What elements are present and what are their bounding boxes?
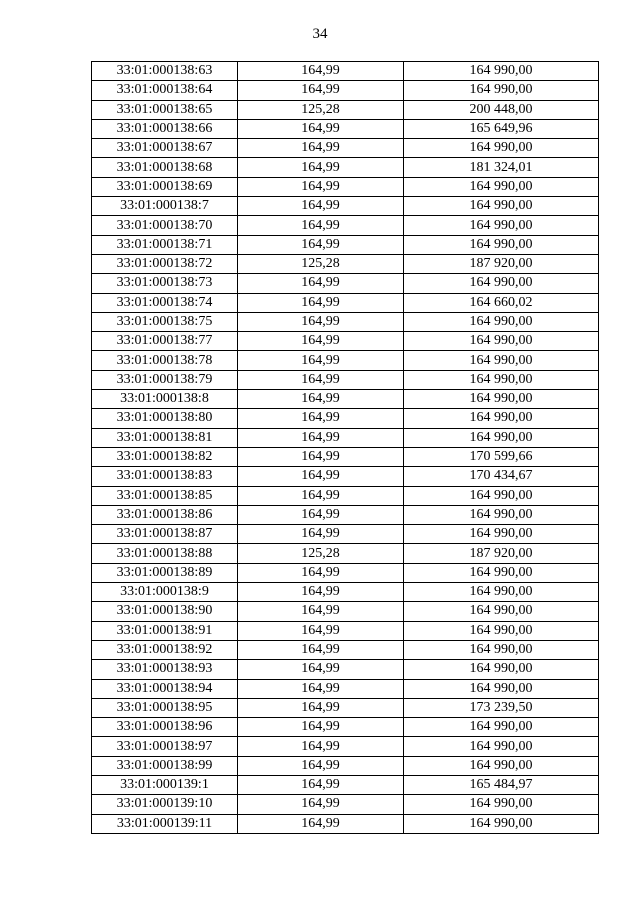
- area-cell: 164,99: [238, 428, 404, 447]
- cadastral-number-cell: 33:01:000138:94: [92, 679, 238, 698]
- area-cell: 164,99: [238, 583, 404, 602]
- table-row: [92, 351, 599, 370]
- table-row: [92, 293, 599, 312]
- cadastral-number-cell: 33:01:000138:85: [92, 486, 238, 505]
- cadastral-number-cell: 33:01:000138:77: [92, 332, 238, 351]
- cadastral-number-cell: 33:01:000138:86: [92, 505, 238, 524]
- area-cell: 164,99: [238, 447, 404, 466]
- value-cell: 170 599,66: [404, 447, 599, 466]
- area-cell: 164,99: [238, 679, 404, 698]
- table-row: [92, 756, 599, 775]
- area-cell: 164,99: [238, 197, 404, 216]
- cadastral-number-cell: 33:01:000138:66: [92, 119, 238, 138]
- value-cell: 164 990,00: [404, 660, 599, 679]
- data-table: [91, 61, 599, 834]
- table-row: [92, 390, 599, 409]
- area-cell: 164,99: [238, 756, 404, 775]
- cadastral-number-cell: 33:01:000138:80: [92, 409, 238, 428]
- area-cell: 164,99: [238, 62, 404, 81]
- table-row: [92, 563, 599, 582]
- cadastral-number-cell: 33:01:000138:78: [92, 351, 238, 370]
- value-cell: 164 990,00: [404, 814, 599, 833]
- value-cell: 165 649,96: [404, 119, 599, 138]
- value-cell: 164 990,00: [404, 197, 599, 216]
- value-cell: 200 448,00: [404, 100, 599, 119]
- table-row: [92, 158, 599, 177]
- table-row: [92, 119, 599, 138]
- area-cell: 164,99: [238, 119, 404, 138]
- value-cell: 164 990,00: [404, 274, 599, 293]
- table-row: [92, 312, 599, 331]
- cadastral-number-cell: 33:01:000138:69: [92, 177, 238, 196]
- table-row: [92, 679, 599, 698]
- table-row: [92, 467, 599, 486]
- area-cell: 164,99: [238, 274, 404, 293]
- cadastral-number-cell: 33:01:000138:64: [92, 81, 238, 100]
- value-cell: 164 990,00: [404, 332, 599, 351]
- area-cell: 164,99: [238, 814, 404, 833]
- area-cell: 164,99: [238, 332, 404, 351]
- cadastral-number-cell: 33:01:000138:99: [92, 756, 238, 775]
- cadastral-number-cell: 33:01:000138:82: [92, 447, 238, 466]
- area-cell: 164,99: [238, 390, 404, 409]
- area-cell: 164,99: [238, 351, 404, 370]
- cadastral-number-cell: 33:01:000138:97: [92, 737, 238, 756]
- area-cell: 164,99: [238, 795, 404, 814]
- table-row: [92, 254, 599, 273]
- table-row: [92, 177, 599, 196]
- cadastral-number-cell: 33:01:000138:74: [92, 293, 238, 312]
- table-row: [92, 505, 599, 524]
- table-row: [92, 583, 599, 602]
- cadastral-number-cell: 33:01:000139:11: [92, 814, 238, 833]
- value-cell: 170 434,67: [404, 467, 599, 486]
- cadastral-number-cell: 33:01:000138:75: [92, 312, 238, 331]
- cadastral-number-cell: 33:01:000138:9: [92, 583, 238, 602]
- value-cell: 164 990,00: [404, 235, 599, 254]
- cadastral-number-cell: 33:01:000139:1: [92, 775, 238, 794]
- table-row: [92, 100, 599, 119]
- cadastral-number-cell: 33:01:000138:79: [92, 370, 238, 389]
- area-cell: 164,99: [238, 602, 404, 621]
- area-cell: 164,99: [238, 216, 404, 235]
- table-row: [92, 795, 599, 814]
- table-row: [92, 737, 599, 756]
- table-body: [92, 62, 599, 834]
- area-cell: 164,99: [238, 370, 404, 389]
- value-cell: 164 990,00: [404, 563, 599, 582]
- area-cell: 125,28: [238, 100, 404, 119]
- value-cell: 164 660,02: [404, 293, 599, 312]
- table-row: [92, 81, 599, 100]
- area-cell: 164,99: [238, 698, 404, 717]
- value-cell: 164 990,00: [404, 81, 599, 100]
- cadastral-number-cell: 33:01:000138:70: [92, 216, 238, 235]
- area-cell: 164,99: [238, 235, 404, 254]
- table-row: [92, 62, 599, 81]
- cadastral-number-cell: 33:01:000138:65: [92, 100, 238, 119]
- value-cell: 165 484,97: [404, 775, 599, 794]
- table-row: [92, 409, 599, 428]
- cadastral-number-cell: 33:01:000138:8: [92, 390, 238, 409]
- table-row: [92, 602, 599, 621]
- value-cell: 181 324,01: [404, 158, 599, 177]
- table-row: [92, 447, 599, 466]
- table-row: [92, 698, 599, 717]
- table-row: [92, 660, 599, 679]
- cadastral-number-cell: 33:01:000138:83: [92, 467, 238, 486]
- area-cell: 164,99: [238, 158, 404, 177]
- value-cell: 164 990,00: [404, 621, 599, 640]
- area-cell: 164,99: [238, 525, 404, 544]
- value-cell: 164 990,00: [404, 139, 599, 158]
- area-cell: 164,99: [238, 640, 404, 659]
- area-cell: 164,99: [238, 660, 404, 679]
- area-cell: 164,99: [238, 139, 404, 158]
- table-row: [92, 718, 599, 737]
- value-cell: 187 920,00: [404, 544, 599, 563]
- value-cell: 164 990,00: [404, 679, 599, 698]
- table-row: [92, 621, 599, 640]
- area-cell: 164,99: [238, 505, 404, 524]
- cadastral-number-cell: 33:01:000138:95: [92, 698, 238, 717]
- cadastral-number-cell: 33:01:000138:88: [92, 544, 238, 563]
- table-row: [92, 525, 599, 544]
- area-cell: 164,99: [238, 718, 404, 737]
- area-cell: 164,99: [238, 775, 404, 794]
- cadastral-number-cell: 33:01:000138:96: [92, 718, 238, 737]
- value-cell: 164 990,00: [404, 312, 599, 331]
- value-cell: 164 990,00: [404, 583, 599, 602]
- value-cell: 164 990,00: [404, 756, 599, 775]
- area-cell: 164,99: [238, 409, 404, 428]
- value-cell: 164 990,00: [404, 409, 599, 428]
- area-cell: 164,99: [238, 737, 404, 756]
- area-cell: 164,99: [238, 621, 404, 640]
- area-cell: 125,28: [238, 544, 404, 563]
- table-row: [92, 235, 599, 254]
- value-cell: 164 990,00: [404, 390, 599, 409]
- cadastral-number-cell: 33:01:000138:87: [92, 525, 238, 544]
- value-cell: 164 990,00: [404, 602, 599, 621]
- cadastral-number-cell: 33:01:000139:10: [92, 795, 238, 814]
- area-cell: 164,99: [238, 312, 404, 331]
- cadastral-number-cell: 33:01:000138:63: [92, 62, 238, 81]
- value-cell: 164 990,00: [404, 795, 599, 814]
- value-cell: 164 990,00: [404, 428, 599, 447]
- value-cell: 187 920,00: [404, 254, 599, 273]
- cadastral-number-cell: 33:01:000138:73: [92, 274, 238, 293]
- cadastral-number-cell: 33:01:000138:7: [92, 197, 238, 216]
- table-row: [92, 332, 599, 351]
- cadastral-number-cell: 33:01:000138:71: [92, 235, 238, 254]
- area-cell: 164,99: [238, 467, 404, 486]
- area-cell: 164,99: [238, 293, 404, 312]
- area-cell: 164,99: [238, 486, 404, 505]
- cadastral-number-cell: 33:01:000138:93: [92, 660, 238, 679]
- value-cell: 164 990,00: [404, 486, 599, 505]
- area-cell: 164,99: [238, 177, 404, 196]
- table-row: [92, 216, 599, 235]
- table-row: [92, 775, 599, 794]
- cadastral-number-cell: 33:01:000138:92: [92, 640, 238, 659]
- value-cell: 164 990,00: [404, 351, 599, 370]
- table-row: [92, 640, 599, 659]
- value-cell: 164 990,00: [404, 177, 599, 196]
- table-row: [92, 544, 599, 563]
- page-number: 34: [312, 26, 328, 42]
- area-cell: 164,99: [238, 563, 404, 582]
- value-cell: 173 239,50: [404, 698, 599, 717]
- cadastral-number-cell: 33:01:000138:89: [92, 563, 238, 582]
- value-cell: 164 990,00: [404, 718, 599, 737]
- table-row: [92, 274, 599, 293]
- cadastral-number-cell: 33:01:000138:68: [92, 158, 238, 177]
- table-row: [92, 428, 599, 447]
- cadastral-number-cell: 33:01:000138:91: [92, 621, 238, 640]
- table-row: [92, 139, 599, 158]
- table-row: [92, 197, 599, 216]
- value-cell: 164 990,00: [404, 737, 599, 756]
- cadastral-number-cell: 33:01:000138:90: [92, 602, 238, 621]
- value-cell: 164 990,00: [404, 505, 599, 524]
- value-cell: 164 990,00: [404, 370, 599, 389]
- table-row: [92, 814, 599, 833]
- table-row: [92, 370, 599, 389]
- cadastral-number-cell: 33:01:000138:81: [92, 428, 238, 447]
- area-cell: 164,99: [238, 81, 404, 100]
- value-cell: 164 990,00: [404, 62, 599, 81]
- area-cell: 125,28: [238, 254, 404, 273]
- value-cell: 164 990,00: [404, 216, 599, 235]
- value-cell: 164 990,00: [404, 525, 599, 544]
- table-row: [92, 486, 599, 505]
- value-cell: 164 990,00: [404, 640, 599, 659]
- cadastral-number-cell: 33:01:000138:67: [92, 139, 238, 158]
- cadastral-number-cell: 33:01:000138:72: [92, 254, 238, 273]
